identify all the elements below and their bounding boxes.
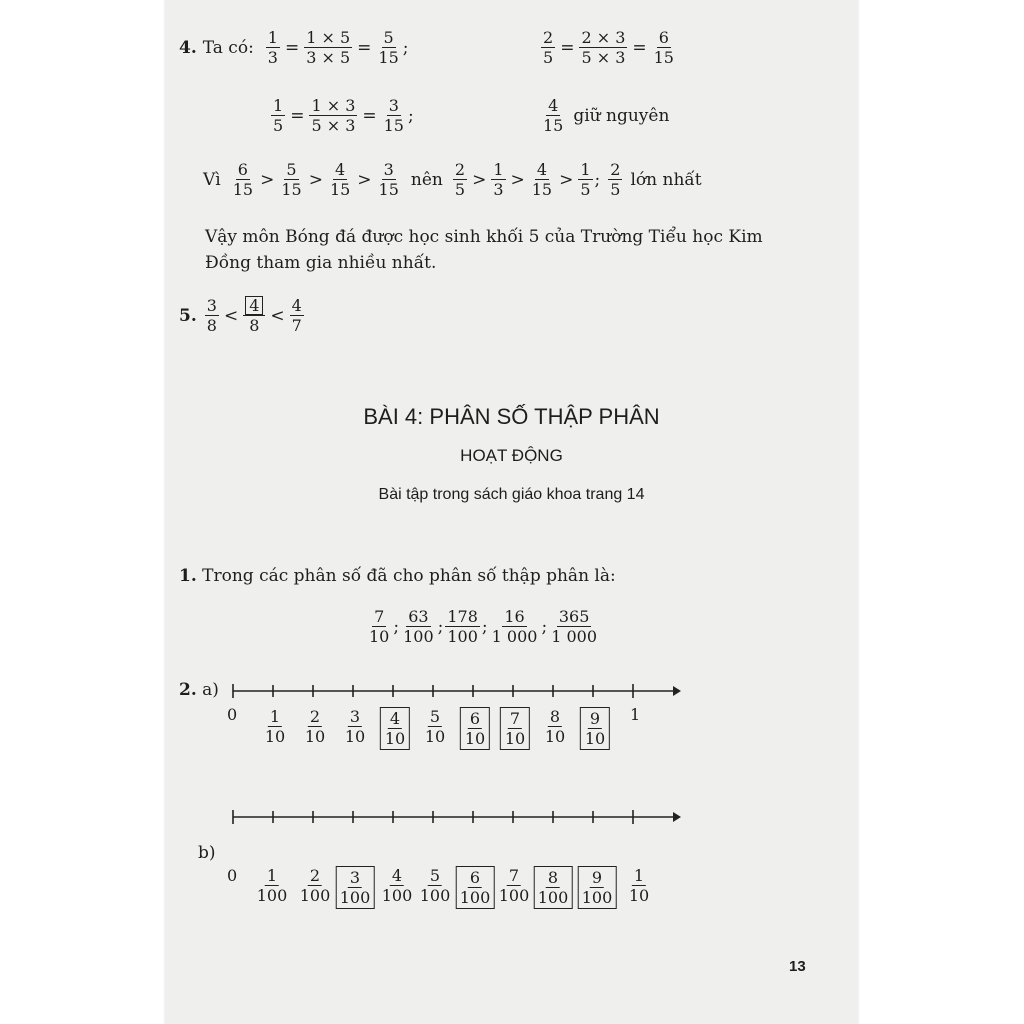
fraction: $\frac{4}{15}$: [329, 160, 351, 199]
ex4-compare-line: Vì $\frac{6}{15}$ > $\frac{5}{15}$ > $\frac{4}{15}$ > $\frac{3}{15}$ nên $\frac{2}{5}$ > $\frac{1}{3}$ > $\frac{4}{15}$ > $\frac{1}{5}$ ; $\frac{2}{5}$ lớn nhất: [203, 160, 702, 199]
ex5-line: 5. $\frac{3}{8}$ < $\frac{4}{8}$ < $\frac{4}{7}$: [179, 296, 302, 335]
fraction: $\frac{16}{1 000}$: [491, 607, 538, 646]
ex1-text: Trong các phân số đã cho phân số thập phân là:: [202, 566, 616, 586]
ex4-line-1b: $\frac{2}{5}$ = $\frac{2 \times 3}{5 \times 3}$ = $\frac{6}{15}$: [543, 28, 674, 67]
lesson-source: Bài tập trong sách giáo khoa trang 14: [378, 486, 645, 503]
fraction: $\frac{3}{15}$: [378, 160, 399, 199]
ex1-line: [179, 566, 616, 586]
fraction: $\frac{3}{15}$: [383, 96, 404, 135]
tick-label: $\frac{5}{10}$: [424, 707, 446, 746]
tick-label-one: 1: [630, 705, 641, 724]
tick-label: $\frac{1}{10}$: [264, 707, 286, 746]
tick-label: $\frac{1}{100}$: [256, 866, 288, 905]
number-line-a-labels: [233, 707, 653, 757]
lesson-subtitle: HOẠT ĐỘNG: [460, 446, 563, 465]
number-line-a: [225, 680, 685, 702]
tick-label: $\frac{2}{100}$: [299, 866, 331, 905]
page-number: 13: [789, 958, 806, 975]
fraction: $\frac{1}{5}$: [273, 96, 284, 135]
ex4-line-1: 4. Ta có: $\frac{1}{3}$ = $\frac{1 \times 5}{3 \times 5}$ = $\frac{5}{15}$ ;: [179, 28, 409, 67]
ex2-label: 2.: [179, 680, 197, 700]
fraction: $\frac{4}{15}$: [531, 160, 553, 199]
ex1-fraction-list: $\frac{7}{10}$ ; $\frac{63}{100}$ ; $\frac{178}{100}$ ; $\frac{16}{1 000}$ ; $\frac{365}{1 000}$: [369, 607, 598, 646]
fraction: $\frac{1}{3}$: [493, 160, 504, 199]
fraction: $\frac{1}{5}$: [580, 160, 591, 199]
tick-label-boxed: $\frac{9}{10}$: [580, 707, 610, 750]
number-line-b-labels: [233, 866, 653, 916]
number-line-b: [225, 806, 685, 828]
fraction: $\frac{4}{15}$: [543, 96, 564, 135]
tick-label: $\frac{7}{100}$: [498, 866, 530, 905]
fraction: $\frac{6}{15}$: [232, 160, 254, 199]
tick-label-boxed: $\frac{6}{100}$: [456, 866, 495, 909]
fraction: $\frac{2 \times 3}{5 \times 3}$: [581, 28, 626, 67]
tick-label: $\frac{2}{10}$: [304, 707, 326, 746]
fraction: $\frac{2}{5}$: [454, 160, 466, 199]
fraction: $\frac{3}{8}$: [206, 296, 217, 335]
ex4-intro: Ta có:: [202, 37, 254, 58]
fraction: $\frac{178}{100}$: [447, 607, 478, 646]
fraction: $\frac{63}{100}$: [403, 607, 434, 646]
fraction: $\frac{4}{8}$: [243, 296, 265, 335]
fraction: $\frac{6}{15}$: [653, 28, 674, 67]
tick-label-boxed: $\frac{3}{100}$: [336, 866, 375, 909]
ex4-conclusion-1: Vậy môn Bóng đá được học sinh khối 5 của Trường Tiểu học Kim: [205, 227, 763, 247]
fraction: $\frac{1}{3}$: [267, 28, 278, 67]
fraction: $\frac{5}{15}$: [378, 28, 399, 67]
tick-label-boxed: $\frac{4}{10}$: [380, 707, 410, 750]
ex4-line-2b: [539, 96, 669, 135]
ex4-line-2: $\frac{1}{5}$ = $\frac{1 \times 3}{5 \times 3}$ = $\frac{3}{15}$ ;: [273, 96, 414, 135]
tick-label-boxed: $\frac{8}{100}$: [534, 866, 573, 909]
ex5-label: 5.: [179, 305, 197, 326]
fraction: $\frac{2}{5}$: [610, 160, 621, 199]
ex1-label: 1.: [179, 566, 197, 586]
tick-label-boxed: $\frac{7}{10}$: [500, 707, 530, 750]
tick-label-zero-b: 0: [227, 866, 238, 885]
tick-label: $\frac{4}{100}$: [381, 866, 413, 905]
fraction: $\frac{5}{15}$: [281, 160, 302, 199]
tick-label: $\frac{3}{10}$: [344, 707, 366, 746]
ex2-part-a: a): [202, 680, 219, 700]
answer-box: 4: [245, 296, 263, 315]
fraction: $\frac{365}{1 000}$: [551, 607, 598, 646]
tick-label-zero: 0: [227, 705, 238, 724]
ex4-label: 4.: [179, 37, 197, 58]
tick-label: $\frac{8}{10}$: [544, 707, 566, 746]
tick-label-boxed: $\frac{6}{10}$: [460, 707, 490, 750]
fraction: $\frac{4}{7}$: [291, 296, 302, 335]
ex2-label-line: [179, 680, 219, 700]
fraction: $\frac{1 \times 3}{5 \times 3}$: [311, 96, 356, 135]
fraction: $\frac{7}{10}$: [369, 607, 390, 646]
tick-label: $\frac{5}{100}$: [419, 866, 451, 905]
ex4-conclusion-2: Đồng tham gia nhiều nhất.: [205, 253, 437, 273]
lesson-title: BÀI 4: PHÂN SỐ THẬP PHÂN: [363, 404, 660, 429]
keep-text: giữ nguyên: [573, 105, 670, 126]
fraction: $\frac{1 \times 5}{3 \times 5}$: [306, 28, 351, 67]
tick-label-boxed: $\frac{9}{100}$: [578, 866, 617, 909]
fraction: $\frac{2}{5}$: [543, 28, 554, 67]
ex2-part-b: b): [198, 843, 216, 863]
textbook-page: [165, 0, 858, 1024]
tick-label: $\frac{1}{10}$: [628, 866, 650, 905]
